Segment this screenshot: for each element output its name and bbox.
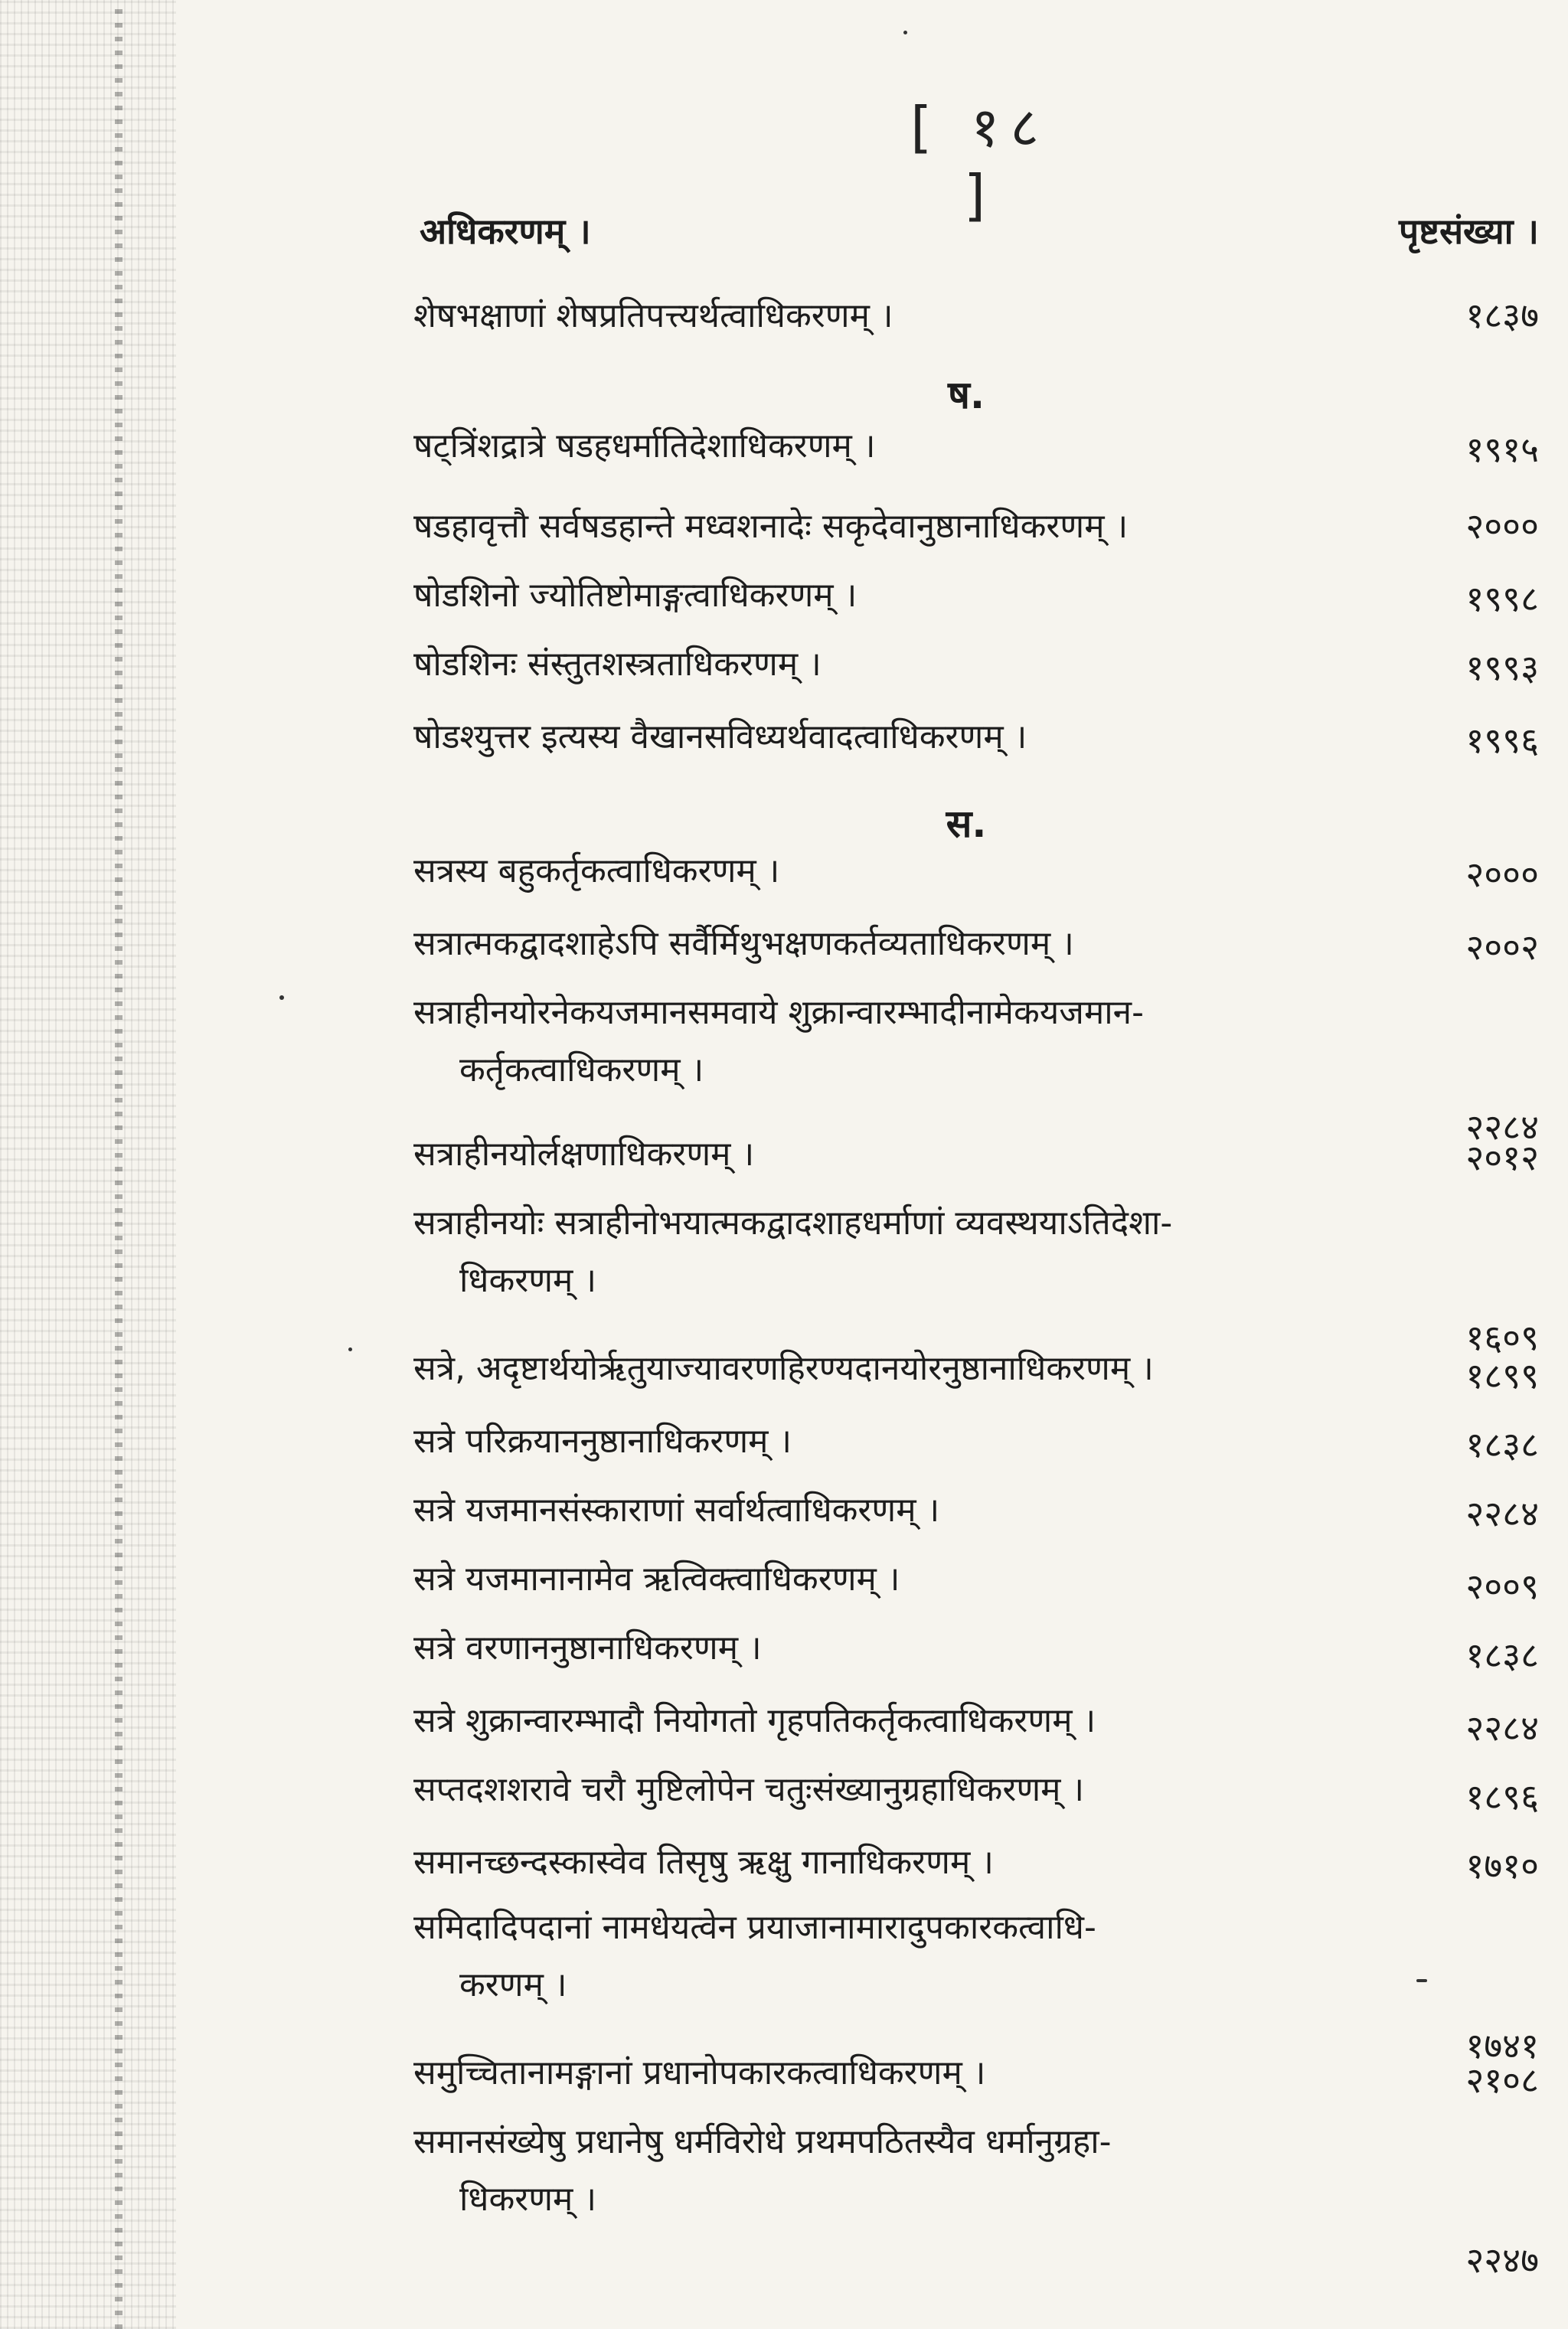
index-entry — [413, 1834, 1424, 1891]
entry-text: सत्रात्मकद्वादशाहेऽपि सर्वैर्मिथुभक्षणकर्तव्यताधिकरणम् । — [413, 924, 1074, 963]
entry-text: सत्रे परिक्रयाननुष्ठानाधिकरणम् । — [413, 1422, 792, 1461]
entry-text: समुच्चितानामङ्गानां प्रधानोपकारकत्वाधिकरणम् । — [413, 2053, 986, 2092]
entry-page: १९९८ — [1465, 578, 1539, 619]
entry-page: १९९३ — [1465, 647, 1539, 688]
entry-text: सत्रे वरणाननुष्ठानाधिकरणम् । — [413, 1628, 762, 1668]
page-number: [ १८ ] — [910, 95, 1050, 227]
entry-page: २२८४ — [1465, 1493, 1539, 1534]
index-entry — [413, 1194, 1424, 1309]
index-entry — [413, 567, 1424, 624]
scan-gutter — [0, 0, 176, 2329]
entry-page: १७४१ — [1465, 2025, 1539, 2066]
entry-text: सत्रे शुक्रान्वारम्भादौ नियोगतो गृहपतिकर्तृकत्वाधिकरणम् । — [413, 1701, 1096, 1740]
entry-page: १६०९ — [1465, 1317, 1539, 1358]
entry-page: १८९६ — [1465, 1776, 1539, 1818]
entry-page: २१०८ — [1465, 2060, 1539, 2101]
entry-text: समिदादिपदानां नामधेयत्वेन प्रयाजानामारादुपकारकत्वाधि- — [413, 1908, 1096, 1947]
entry-text: सत्रे यजमानानामेव ऋत्विक्त्वाधिकरणम् । — [413, 1560, 900, 1599]
entry-page: २००९ — [1465, 1566, 1539, 1607]
index-entry — [413, 915, 1424, 972]
header-page: पृष्टसंख्या । — [1398, 211, 1539, 252]
entry-text-continued: करणम् । — [459, 1965, 567, 2004]
entry-text: समानच्छन्दस्कास्वेव तिसृषु ऋक्षु गानाधिकरणम् । — [413, 1843, 994, 1882]
index-entry — [413, 1413, 1424, 1470]
index-entry — [413, 708, 1424, 766]
entry-page: १८९९ — [1465, 1355, 1539, 1396]
binding-edge — [115, 0, 122, 2329]
entry-text: सप्तदशशरावे चरौ मुष्टिलोपेन चतुःसंख्यानुग्रहाधिकरणम् । — [413, 1770, 1085, 1809]
section-letter-sa: स. — [946, 802, 987, 846]
index-entry — [413, 2113, 1424, 2228]
index-entry — [413, 1692, 1424, 1749]
entry-page: २००० — [1465, 505, 1539, 547]
entry-text: सत्रस्य बहुकर्तृकत्वाधिकरणम् । — [413, 851, 780, 890]
entry-page: १९१५ — [1465, 429, 1539, 470]
section-letter-sha: ष. — [948, 373, 985, 417]
entry-text: षोडशिनो ज्योतिष्टोमाङ्गत्वाधिकरणम् । — [413, 576, 858, 615]
entry-page: १८३७ — [1465, 295, 1539, 336]
scan-speck — [903, 31, 907, 34]
entry-page: १८३८ — [1465, 1424, 1539, 1465]
entry-text: षडहावृत्तौ सर्वषडहान्ते मध्वशनादेः सकृदेवानुष्ठानाधिकरणम् । — [413, 507, 1129, 546]
entry-text: सत्रे, अदृष्टार्थयोर्ऋतुयाज्यावरणहिरण्यदानयोरनुष्ठानाधिकरणम् । — [413, 1349, 1154, 1388]
entry-text: सत्राहीनयोः सत्राहीनोभयात्मकद्वादशाहधर्माणां व्यवस्थयाऽतिदेशा- — [413, 1204, 1173, 1243]
index-entry — [413, 498, 1424, 555]
entry-page: २२४७ — [1465, 2239, 1539, 2281]
entry-page: २००२ — [1465, 926, 1539, 968]
entry-text: सत्राहीनयोरनेकयजमानसमवाये शुक्रान्वारम्भादीनामेकयजमान- — [413, 993, 1144, 1032]
index-entry — [413, 1481, 1424, 1539]
index-entry — [413, 1340, 1424, 1397]
entry-text: शेषभक्षाणां शेषप्रतिपत्त्यर्थत्वाधिकरणम् । — [413, 296, 893, 335]
entry-text: षोडशिनः संस्तुतशस्त्रताधिकरणम् । — [413, 645, 822, 684]
entry-page: १९९६ — [1465, 720, 1539, 761]
entry-text: सत्राहीनयोर्लक्षणाधिकरणम् । — [413, 1135, 755, 1174]
entry-text-continued: धिकरणम् । — [459, 1261, 597, 1300]
scan-speck — [348, 1347, 352, 1351]
index-entry — [413, 1761, 1424, 1818]
header-topic: अधिकरणम् । — [420, 211, 591, 252]
index-entry — [413, 417, 1424, 475]
index-entry — [413, 287, 1424, 345]
index-entry — [413, 1619, 1424, 1677]
entry-page: २२८४ — [1465, 1106, 1539, 1148]
entry-page: २००० — [1465, 854, 1539, 895]
index-entry — [413, 2044, 1424, 2102]
index-entry — [413, 1899, 1424, 2014]
entry-text-continued: धिकरणम् । — [459, 2180, 597, 2219]
entry-page: २२८४ — [1465, 1707, 1539, 1749]
entry-page: १८३८ — [1465, 1635, 1539, 1676]
entry-page: २०१२ — [1465, 1137, 1539, 1178]
entry-page: १७१० — [1465, 1845, 1539, 1886]
scan-speck — [1416, 1979, 1427, 1982]
entry-text: षोडश्युत्तर इत्यस्य वैखानसविध्यर्थवादत्वाधिकरणम् । — [413, 717, 1027, 756]
scan-speck — [279, 995, 284, 1000]
entry-text: षट्त्रिंशद्रात्रे षडहधर्मातिदेशाधिकरणम् । — [413, 426, 876, 465]
index-entry — [413, 984, 1424, 1099]
index-entry — [413, 1550, 1424, 1608]
entry-text: सत्रे यजमानसंस्काराणां सर्वार्थत्वाधिकरणम् । — [413, 1491, 940, 1530]
index-entry — [413, 635, 1424, 693]
index-entry — [413, 1125, 1424, 1183]
entry-text: समानसंख्येषु प्रधानेषु धर्मविरोधे प्रथमपठितस्यैव धर्मानुग्रहा- — [413, 2122, 1112, 2161]
index-entry — [413, 842, 1424, 900]
entry-text-continued: कर्तृकत्वाधिकरणम् । — [459, 1050, 704, 1089]
